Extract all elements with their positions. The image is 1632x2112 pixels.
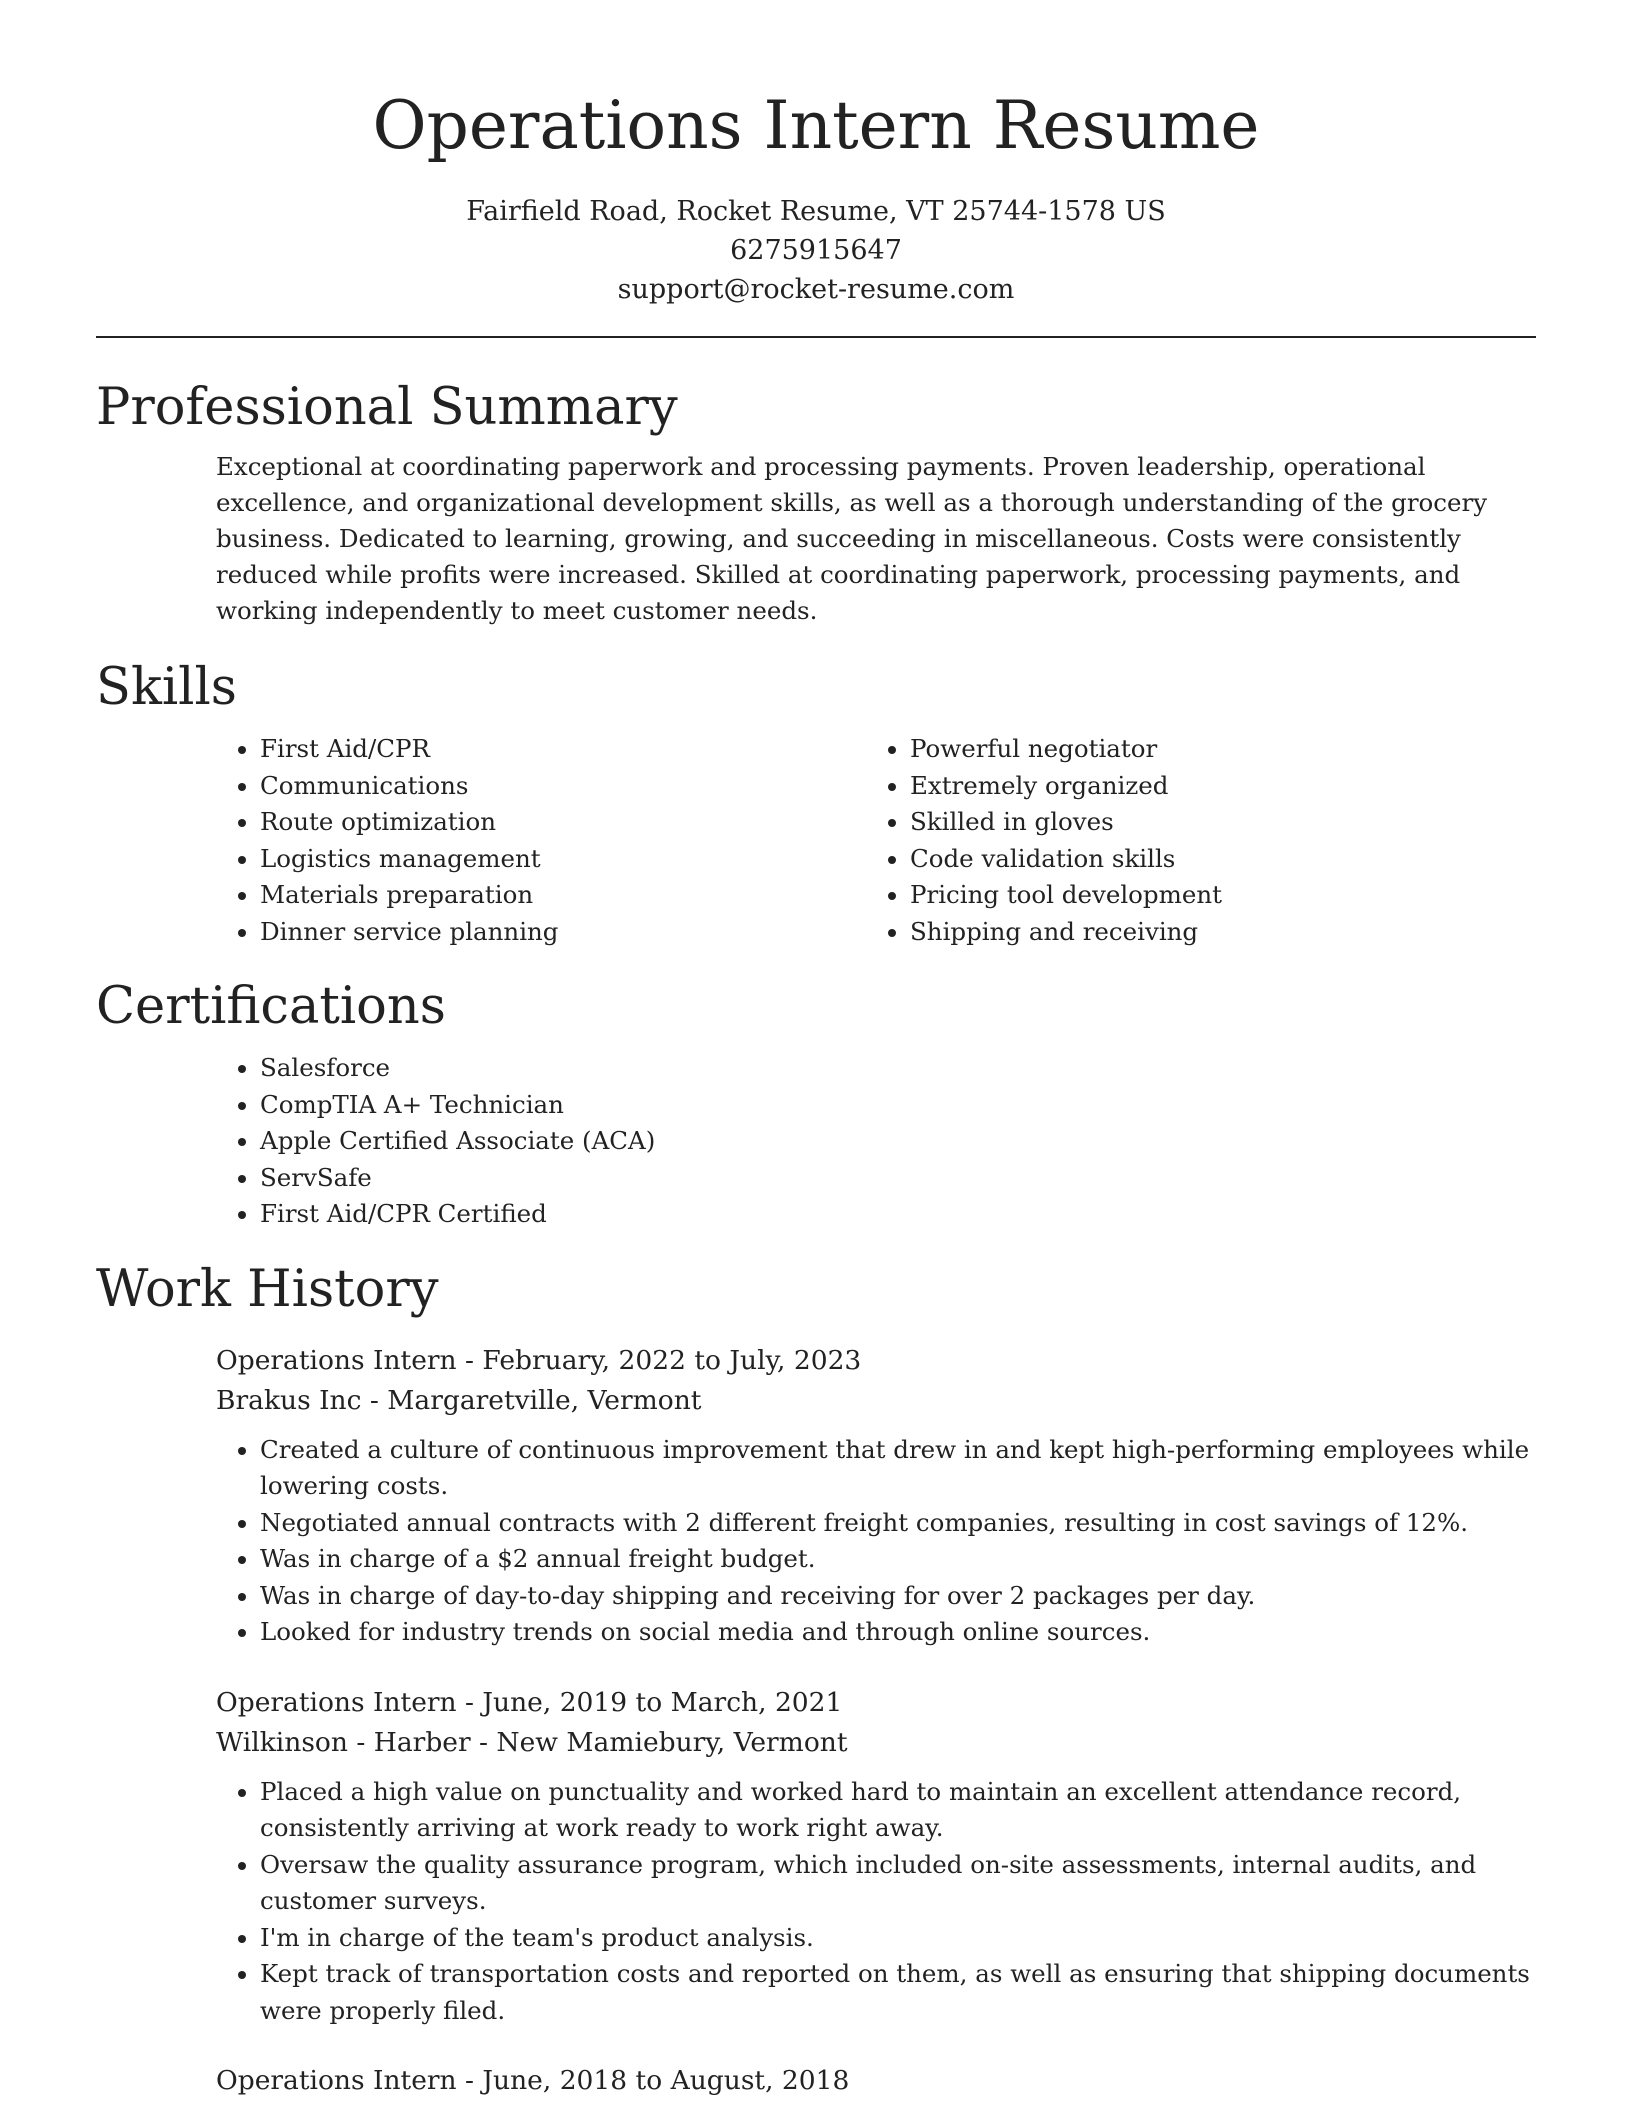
contact-phone: 6275915647 (730, 235, 902, 266)
job-entry (216, 1341, 1536, 1651)
job-entry (216, 2061, 1536, 2101)
job-title-line: Operations Intern - February, 2022 to July, 2023 (216, 1344, 862, 1376)
job-bullet: • Created a culture of continuous improvement that drew in and kept high-performing employees while lowering costs. (260, 1432, 1536, 1505)
summary-text: Exceptional at coordinating paperwork and processing payments. Proven leadership, operational excellence, and organizational development skills, as well as a thorough understanding of the grocery business. Dedicated to learning, growing, and succeeding in miscellaneous. Costs were consistently reduced while profits were increased. Skilled at coordinating paperwork, processing payments, and working independently to meet customer needs. (216, 452, 1488, 625)
job-title-line: Operations Intern - June, 2019 to March, 2021 (216, 1686, 843, 1718)
skill-item: • Skilled in gloves (910, 804, 1396, 841)
skill-item: • Extremely organized (910, 768, 1396, 805)
skill-item: • Shipping and receiving (910, 914, 1396, 951)
job-bullet: • I'm in charge of the team's product analysis. (260, 1920, 1536, 1957)
skills-section (96, 657, 1536, 950)
skills-columns (96, 731, 1536, 950)
work-history-section (96, 1259, 1536, 2102)
resume-title: Operations Intern Resume (372, 87, 1260, 164)
job-bullet: • Was in charge of a $2 annual freight budget. (260, 1541, 1536, 1578)
certifications-heading: Certifications (96, 977, 446, 1036)
skill-item: • Dinner service planning (260, 914, 746, 951)
skill-item: • Materials preparation (260, 877, 746, 914)
job-bullets (216, 1774, 1536, 2030)
job-bullet: • Looked for industry trends on social media and through online sources. (260, 1614, 1536, 1651)
certification-item: • Apple Certified Associate (ACA) (260, 1123, 1536, 1160)
skill-item: • Powerful negotiator (910, 731, 1396, 768)
contact-address: Fairfield Road, Rocket Resume, VT 25744-1578 US (466, 196, 1166, 227)
job-bullet: • Placed a high value on punctuality and worked hard to maintain an excellent attendance record, consistently arriving at work ready to work right away. (260, 1774, 1536, 1847)
certification-item: • ServSafe (260, 1160, 1536, 1197)
work-history-heading: Work History (96, 1259, 439, 1319)
certification-item: • Salesforce (260, 1050, 1536, 1087)
skills-list-left (96, 731, 746, 950)
contact-block (96, 192, 1536, 309)
job-company-line: Brakus Inc - Margaretville, Vermont (216, 1384, 702, 1416)
job-bullet: • Kept track of transportation costs and reported on them, as well as ensuring that shipping documents were properly filed. (260, 1956, 1536, 2029)
job-entry (216, 1683, 1536, 2030)
skills-heading: Skills (96, 658, 237, 717)
summary-heading: Professional Summary (96, 378, 678, 437)
resume-header (96, 0, 1536, 309)
skill-item: • Pricing tool development (910, 877, 1396, 914)
job-bullet: • Was in charge of day-to-day shipping and receiving for over 2 packages per day. (260, 1578, 1536, 1615)
skill-item: • Communications (260, 768, 746, 805)
job-title-line: Operations Intern - June, 2018 to August, 2018 (216, 2065, 850, 2096)
certification-item: • CompTIA A+ Technician (260, 1087, 1536, 1124)
job-bullet: • Negotiated annual contracts with 2 different freight companies, resulting in cost savings of 12%. (260, 1505, 1536, 1542)
skills-list-right (746, 731, 1396, 950)
contact-email: support@rocket-resume.com (617, 274, 1015, 305)
job-company-line: Wilkinson - Harber - New Mamiebury, Vermont (216, 1726, 848, 1758)
skill-item: • Code validation skills (910, 841, 1396, 878)
skill-item: • Route optimization (260, 804, 746, 841)
job-bullet: • Oversaw the quality assurance program, which included on-site assessments, internal audits, and customer surveys. (260, 1847, 1536, 1920)
certification-item: • First Aid/CPR Certified (260, 1196, 1536, 1233)
certifications-list (96, 1050, 1536, 1233)
header-divider (96, 336, 1536, 338)
summary-section (96, 377, 1536, 629)
job-bullets (216, 1432, 1536, 1651)
skill-item: • Logistics management (260, 841, 746, 878)
skill-item: • First Aid/CPR (260, 731, 746, 768)
certifications-section (96, 976, 1536, 1233)
